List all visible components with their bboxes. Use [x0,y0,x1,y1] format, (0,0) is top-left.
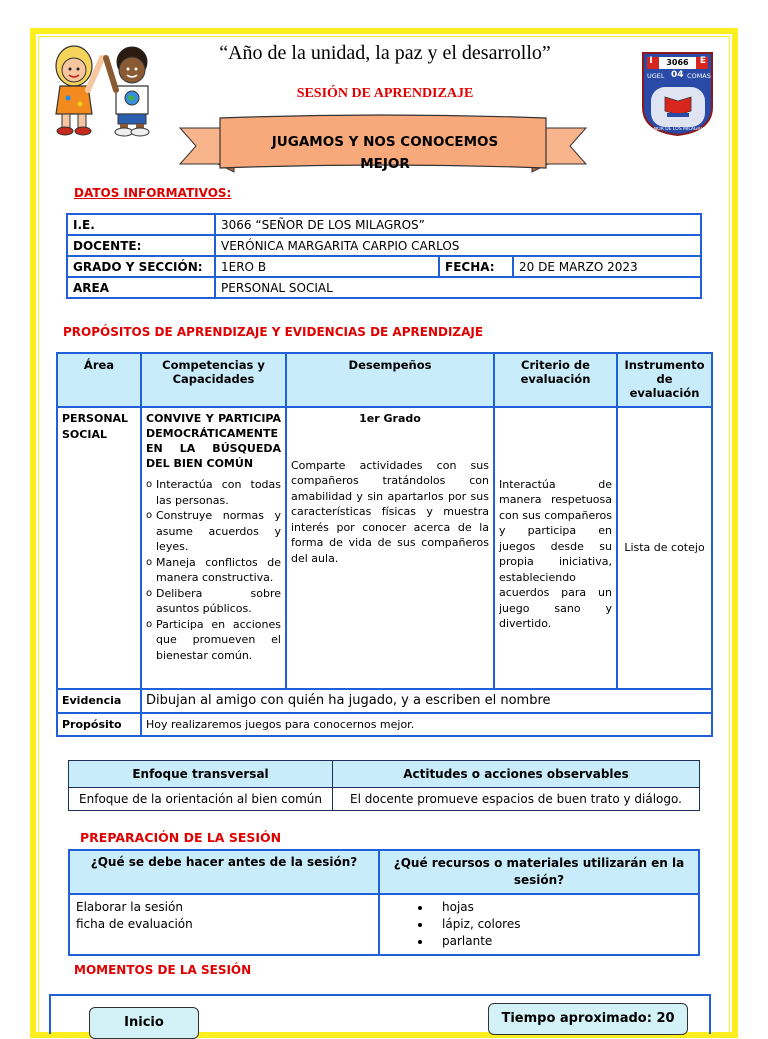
preparacion-header-row [69,850,699,894]
docente-value: VERÓNICA MARGARITA CARPIO CARLOS [215,235,701,256]
capacidad-item: o Delibera sobre asuntos públicos. [146,586,281,617]
year-motto: “Año de la unidad, la paz y el desarrollo” [219,42,551,64]
datos-table [66,213,702,299]
proposito-value: Hoy realizaremos juegos para conocernos mejor. [141,713,712,737]
actitudes-header: Actitudes o acciones observables [333,761,700,788]
area-value: PERSONAL SOCIAL [215,277,701,298]
competencias-cell [141,407,286,689]
enfoque-table [68,760,700,811]
header-competencias: Competencias y Capacidades [141,353,286,407]
docente-label: DOCENTE: [67,235,215,256]
enfoque-header: Enfoque transversal [69,761,333,788]
datos-row-ie [67,214,701,235]
recurso-item: • hojas [432,899,698,916]
enfoque-header-row [69,761,700,788]
antes-header: ¿Qué se debe hacer antes de la sesión? [69,850,379,894]
datos-title: DATOS INFORMATIVOS: [74,186,232,200]
datos-row-docente [67,235,701,256]
kids-illustration [44,40,164,138]
datos-row-grado [67,256,701,277]
capacidad-item: o Participa en acciones que promueven el bienestar común. [146,617,281,664]
ie-label: I.E. [67,214,215,235]
preparacion-title: PREPARACIÓN DE LA SESIÓN [80,830,282,845]
school-logo [641,51,714,137]
ie-value: 3066 “SEÑOR DE LOS MILAGROS” [215,214,701,235]
proposito-row [57,713,712,737]
session-type: SESIÓN DE APRENDIZAJE [296,86,474,101]
desempenos-cell [286,407,494,689]
preparacion-table [68,849,700,956]
propositos-title: PROPÓSITOS DE APRENDIZAJE Y EVIDENCIAS DE APRENDIZAJE [63,325,484,339]
propositos-table [56,352,713,737]
area-cell: PERSONAL SOCIAL [57,407,141,689]
area-label: AREA [67,277,215,298]
enfoque-value: Enfoque de la orientación al bien común [69,788,333,811]
logo-ugel: UGEL [647,72,665,80]
datos-row-area [67,277,701,298]
grado-value: 1ERO B [215,256,439,277]
recursos-header: ¿Qué recursos o materiales utilizarán en la sesión? [379,850,699,894]
recurso-item: • parlante [432,933,698,950]
session-title [230,131,540,175]
header-instrumento: Instrumento de evaluación [617,353,712,407]
logo-number: 3066 [666,58,689,67]
capacidades-list [146,477,281,663]
session-title-line1: JUGAMOS Y NOS CONOCEMOS [271,134,499,150]
inicio-label: Inicio [89,1007,199,1039]
evidencia-value: Dibujan al amigo con quién ha jugado, y a escriben el nombre [141,689,712,713]
proposito-label: Propósito [57,713,141,737]
session-title-line2: MEJOR [360,156,410,172]
capacidad-item: o Maneja conflictos de manera constructiva. [146,555,281,586]
criterio-text: Interactúa de manera respetuosa con sus compañeros y participa en juegos desde su propia iniciativa, estableciendo acuerdos para un juego sano y divertido. [499,477,612,630]
recursos-cell [379,894,699,955]
propositos-body-row [57,407,712,689]
grado-label: GRADO Y SECCIÓN: [67,256,215,277]
criterio-cell [494,407,617,689]
enfoque-row [69,788,700,811]
evidencia-row [57,689,712,713]
recurso-item: • lápiz, colores [432,916,698,933]
tiempo-label: Tiempo aproximado: 20 [488,1003,688,1035]
fecha-value: 20 DE MARZO 2023 [513,256,701,277]
grado-heading: 1er Grado [359,412,421,425]
evidencia-label: Evidencia [57,689,141,713]
header-area: Área [57,353,141,407]
antes-item: ficha de evaluación [76,917,193,931]
recursos-list [380,899,698,950]
actitudes-value: El docente promueve espacios de buen trato y diálogo. [333,788,700,811]
antes-item: Elaborar la sesión [76,900,183,914]
logo-ring-text: SEÑOR DE LOS MILAGROS [648,127,707,132]
momentos-title: MOMENTOS DE LA SESIÓN [74,963,252,977]
antes-cell [69,894,379,955]
capacidad-item: o Interactúa con todas las personas. [146,477,281,508]
competencia-text: CONVIVE Y PARTICIPA DEMOCRÁTICAMENTE EN LA BÚSQUEDA DEL BIEN COMÚN [146,412,281,470]
logo-letter-i: I [649,56,653,66]
header-criterio: Criterio de evaluación [494,353,617,407]
logo-ugel-number: 04 [671,70,684,80]
instrumento-cell: Lista de cotejo [617,407,712,689]
capacidad-item: o Construye normas y asume acuerdos y leyes. [146,508,281,555]
fecha-label: FECHA: [439,256,513,277]
propositos-header-row [57,353,712,407]
header-desempenos: Desempeños [286,353,494,407]
logo-comas: COMAS [687,72,711,80]
preparacion-row [69,894,699,955]
desempeno-text: Comparte actividades con sus compañeros tratándolos con amabilidad y sin apartarlos por sus características físicas y muestra interés por conocer acerca de la forma de vida de sus compañeros del aula. [291,458,489,565]
logo-letter-e: E [699,56,707,66]
